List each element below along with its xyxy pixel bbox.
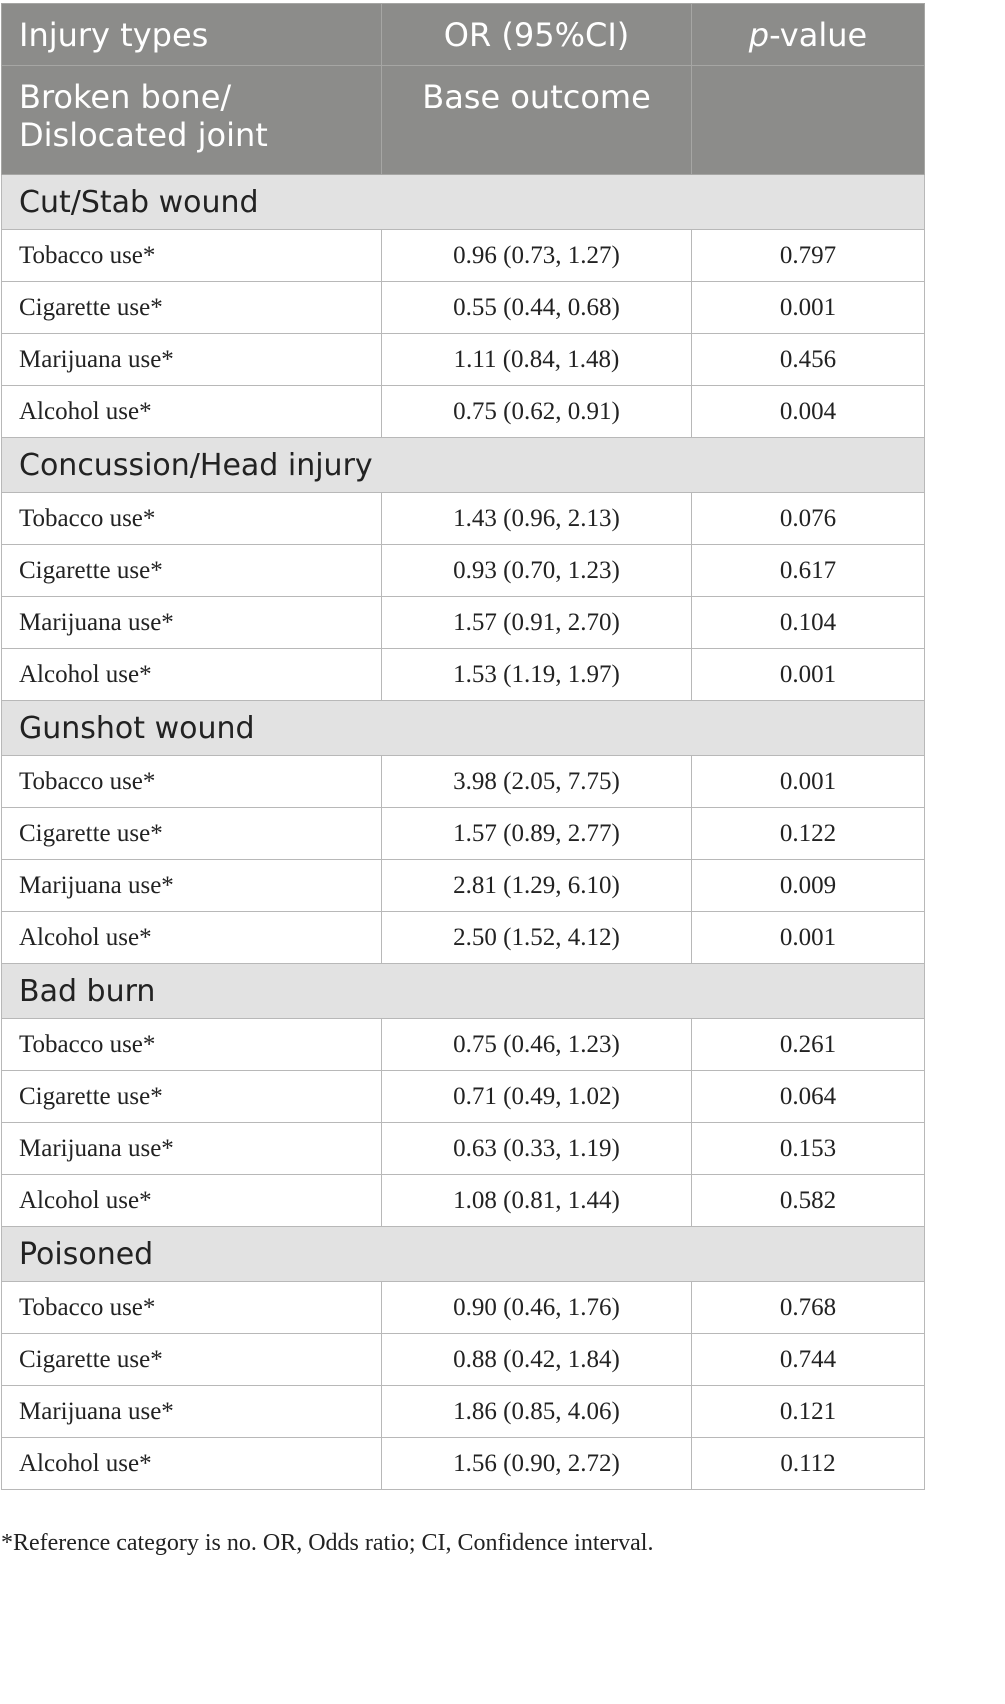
table-row <box>2 545 925 597</box>
table-row <box>2 282 925 334</box>
p-value-cell: 0.744 <box>692 1334 925 1386</box>
variable-cell: Alcohol use* <box>2 1175 382 1227</box>
section-title: Concussion/Head injury <box>2 438 925 493</box>
table-row <box>2 493 925 545</box>
p-value-cell: 0.261 <box>692 1019 925 1071</box>
variable-cell: Cigarette use* <box>2 1334 382 1386</box>
base-outcome-row <box>2 66 925 175</box>
variable-cell: Cigarette use* <box>2 545 382 597</box>
table-row <box>2 1175 925 1227</box>
footnote: *Reference category is no. OR, Odds ratio; CI, Confidence interval. <box>1 1530 654 1556</box>
base-outcome-label <box>2 66 382 175</box>
or-ci-cell: 0.55 (0.44, 0.68) <box>382 282 692 334</box>
or-ci-cell: 1.57 (0.91, 2.70) <box>382 597 692 649</box>
or-ci-cell: 1.56 (0.90, 2.72) <box>382 1438 692 1490</box>
table-row <box>2 1386 925 1438</box>
header-row <box>2 4 925 66</box>
table-row <box>2 808 925 860</box>
p-value-cell: 0.001 <box>692 649 925 701</box>
or-ci-cell: 1.11 (0.84, 1.48) <box>382 334 692 386</box>
variable-cell: Marijuana use* <box>2 1123 382 1175</box>
table-row <box>2 386 925 438</box>
table-row <box>2 1019 925 1071</box>
header-p-rest: -value <box>769 15 868 54</box>
p-value-cell: 0.112 <box>692 1438 925 1490</box>
header-injury-types: Injury types <box>2 4 382 66</box>
base-outcome-p <box>692 66 925 175</box>
or-ci-cell: 1.86 (0.85, 4.06) <box>382 1386 692 1438</box>
p-value-cell: 0.076 <box>692 493 925 545</box>
base-outcome-value: Base outcome <box>382 66 692 175</box>
or-ci-cell: 1.57 (0.89, 2.77) <box>382 808 692 860</box>
table-row <box>2 334 925 386</box>
p-value-cell: 0.104 <box>692 597 925 649</box>
variable-cell: Alcohol use* <box>2 386 382 438</box>
p-value-cell: 0.001 <box>692 282 925 334</box>
table-header <box>2 4 925 175</box>
variable-cell: Marijuana use* <box>2 860 382 912</box>
table-row <box>2 860 925 912</box>
variable-cell: Tobacco use* <box>2 1282 382 1334</box>
header-p-italic: p <box>748 15 770 54</box>
base-label-line2: Dislocated joint <box>19 116 268 154</box>
variable-cell: Cigarette use* <box>2 282 382 334</box>
p-value-cell: 0.001 <box>692 756 925 808</box>
odds-ratio-table <box>1 3 925 1490</box>
p-value-cell: 0.122 <box>692 808 925 860</box>
or-ci-cell: 1.53 (1.19, 1.97) <box>382 649 692 701</box>
or-ci-cell: 1.08 (0.81, 1.44) <box>382 1175 692 1227</box>
section-row <box>2 175 925 230</box>
p-value-cell: 0.768 <box>692 1282 925 1334</box>
table-row <box>2 1282 925 1334</box>
p-value-cell: 0.121 <box>692 1386 925 1438</box>
or-ci-cell: 3.98 (2.05, 7.75) <box>382 756 692 808</box>
variable-cell: Tobacco use* <box>2 493 382 545</box>
header-or-ci: OR (95%CI) <box>382 4 692 66</box>
table-row <box>2 1071 925 1123</box>
or-ci-cell: 0.93 (0.70, 1.23) <box>382 545 692 597</box>
or-ci-cell: 0.71 (0.49, 1.02) <box>382 1071 692 1123</box>
header-p-value <box>692 4 925 66</box>
or-ci-cell: 2.50 (1.52, 4.12) <box>382 912 692 964</box>
section-title: Gunshot wound <box>2 701 925 756</box>
section-row <box>2 964 925 1019</box>
table-row <box>2 1438 925 1490</box>
or-ci-cell: 0.75 (0.46, 1.23) <box>382 1019 692 1071</box>
table-row <box>2 1123 925 1175</box>
table-row <box>2 597 925 649</box>
or-ci-cell: 0.90 (0.46, 1.76) <box>382 1282 692 1334</box>
variable-cell: Alcohol use* <box>2 649 382 701</box>
or-ci-cell: 0.75 (0.62, 0.91) <box>382 386 692 438</box>
or-ci-cell: 0.88 (0.42, 1.84) <box>382 1334 692 1386</box>
or-ci-cell: 2.81 (1.29, 6.10) <box>382 860 692 912</box>
table-body <box>2 175 925 1490</box>
variable-cell: Marijuana use* <box>2 597 382 649</box>
p-value-cell: 0.456 <box>692 334 925 386</box>
p-value-cell: 0.797 <box>692 230 925 282</box>
results-table-container <box>1 3 924 1490</box>
p-value-cell: 0.004 <box>692 386 925 438</box>
variable-cell: Alcohol use* <box>2 912 382 964</box>
section-title: Bad burn <box>2 964 925 1019</box>
p-value-cell: 0.153 <box>692 1123 925 1175</box>
variable-cell: Tobacco use* <box>2 230 382 282</box>
p-value-cell: 0.009 <box>692 860 925 912</box>
or-ci-cell: 1.43 (0.96, 2.13) <box>382 493 692 545</box>
variable-cell: Tobacco use* <box>2 756 382 808</box>
section-row <box>2 438 925 493</box>
section-title: Poisoned <box>2 1227 925 1282</box>
section-title: Cut/Stab wound <box>2 175 925 230</box>
table-row <box>2 649 925 701</box>
variable-cell: Cigarette use* <box>2 808 382 860</box>
table-row <box>2 912 925 964</box>
variable-cell: Alcohol use* <box>2 1438 382 1490</box>
or-ci-cell: 0.63 (0.33, 1.19) <box>382 1123 692 1175</box>
table-row <box>2 1334 925 1386</box>
base-label-line1: Broken bone/ <box>19 78 232 116</box>
variable-cell: Cigarette use* <box>2 1071 382 1123</box>
variable-cell: Marijuana use* <box>2 334 382 386</box>
p-value-cell: 0.001 <box>692 912 925 964</box>
p-value-cell: 0.582 <box>692 1175 925 1227</box>
section-row <box>2 1227 925 1282</box>
or-ci-cell: 0.96 (0.73, 1.27) <box>382 230 692 282</box>
table-row <box>2 756 925 808</box>
section-row <box>2 701 925 756</box>
variable-cell: Marijuana use* <box>2 1386 382 1438</box>
variable-cell: Tobacco use* <box>2 1019 382 1071</box>
p-value-cell: 0.064 <box>692 1071 925 1123</box>
table-row <box>2 230 925 282</box>
p-value-cell: 0.617 <box>692 545 925 597</box>
